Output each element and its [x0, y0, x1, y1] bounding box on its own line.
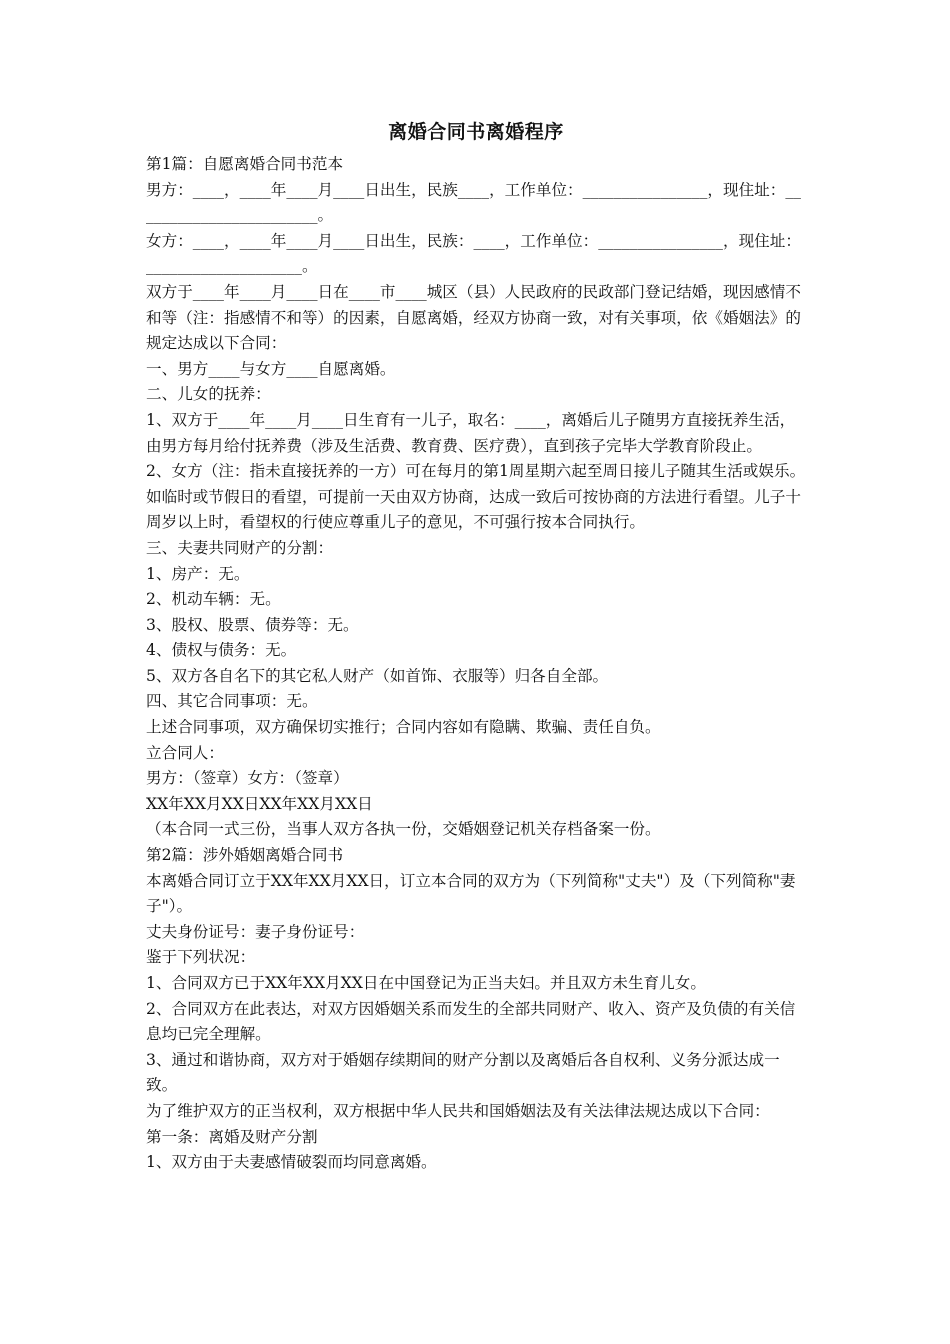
clause-four: 四、其它合同事项：无。: [146, 692, 318, 711]
recital-3: 3、通过和谐协商，双方对于婚姻存续期间的财产分割以及离婚后各自权利、义务分派达成一致。: [146, 1050, 780, 1095]
document-page: [146, 118, 806, 1176]
copies-note: （本合同一式三份，当事人双方各执一份，交婚姻登记机关存档备案一份。: [146, 820, 661, 839]
purpose-statement: 为了维护双方的正当权利，双方根据中华人民共和国婚姻法及有关法律法规达成以下合同：: [146, 1101, 770, 1120]
signature-line: 男方：（签章）女方：（签章）: [146, 769, 349, 788]
custody-item-1: 1、双方于____年____月____日生育有一儿子，取名：____，离婚后儿子随男方直接抚养生活，由男方每月给付抚养费（涉及生活费、教育费、医疗费），直到孩子完毕大学教育阶段止。: [146, 410, 796, 455]
clause-three-heading: 三、夫妻共同财产的分割：: [146, 538, 334, 557]
clause-one: 一、男方____与女方____自愿离婚。: [146, 359, 396, 378]
agreement-intro: 本离婚合同订立于XX年XX月XX日，订立本合同的双方为（下列简称"丈夫"）及（下列简称"妻子"）。: [146, 871, 796, 916]
wife-info: 女方：____，____年____月____日出生，民族：____，工作单位：________________，现住址：____________________。: [146, 231, 801, 276]
husband-info: 男方：____，____年____月____日出生，民族____，工作单位：________________，现住址：________________________。: [146, 180, 801, 225]
property-item-2: 2、机动车辆：无。: [146, 590, 281, 609]
property-item-3: 3、股权、股票、债券等：无。: [146, 615, 359, 634]
custody-item-2: 2、女方（注：指未直接抚养的一方）可在每月的第1周星期六起至周日接儿子随其生活或娱乐。如临时或节假日的看望，可提前一天由双方协商，达成一致后可按协商的方法进行看望。儿子十周岁以上时，看望权的行使应尊重儿子的意见，不可强行按本合同执行。: [146, 462, 806, 532]
document-title: 离婚合同书离婚程序: [388, 121, 564, 143]
article-one-item-1: 1、双方由于夫妻感情破裂而均同意离婚。: [146, 1153, 437, 1172]
recital-2: 2、合同双方在此表达，对双方因婚姻关系而发生的全部共同财产、收入、资产及负债的有关信息均已完全理解。: [146, 999, 796, 1044]
signature-dates: XX年XX月XX日XX年XX月XX日: [146, 794, 373, 813]
document-body: [146, 152, 806, 1176]
section-heading-2: 第2篇：涉外婚姻离婚合同书: [146, 846, 344, 865]
guarantee-statement: 上述合同事项，双方确保切实推行；合同内容如有隐瞒、欺骗、责任自负。: [146, 718, 661, 737]
article-one-heading: 第一条：离婚及财产分割: [146, 1127, 318, 1146]
marriage-background: 双方于____年____月____日在____市____城区（县）人民政府的民政部门登记结婚，现因感情不和等（注：指感情不和等）的因素，自愿离婚，经双方协商一致，对有关事项，依《婚姻法》的规定达成以下合同：: [146, 282, 801, 353]
property-item-5: 5、双方各自名下的其它私人财产（如首饰、衣服等）归各自全部。: [146, 666, 609, 685]
signatories-label: 立合同人：: [146, 743, 224, 762]
recitals-label: 鉴于下列状况：: [146, 948, 256, 967]
section-heading-1: 第1篇：自愿离婚合同书范本: [146, 155, 344, 173]
recital-1: 1、合同双方已于XX年XX月XX日在中国登记为正当夫妇。并且双方未生育儿女。: [146, 974, 706, 992]
id-numbers: 丈夫身份证号：妻子身份证号：: [146, 922, 365, 941]
property-item-4: 4、债权与债务：无。: [146, 641, 297, 660]
property-item-1: 1、房产：无。: [146, 564, 250, 583]
clause-two-heading: 二、儿女的抚养：: [146, 385, 271, 404]
